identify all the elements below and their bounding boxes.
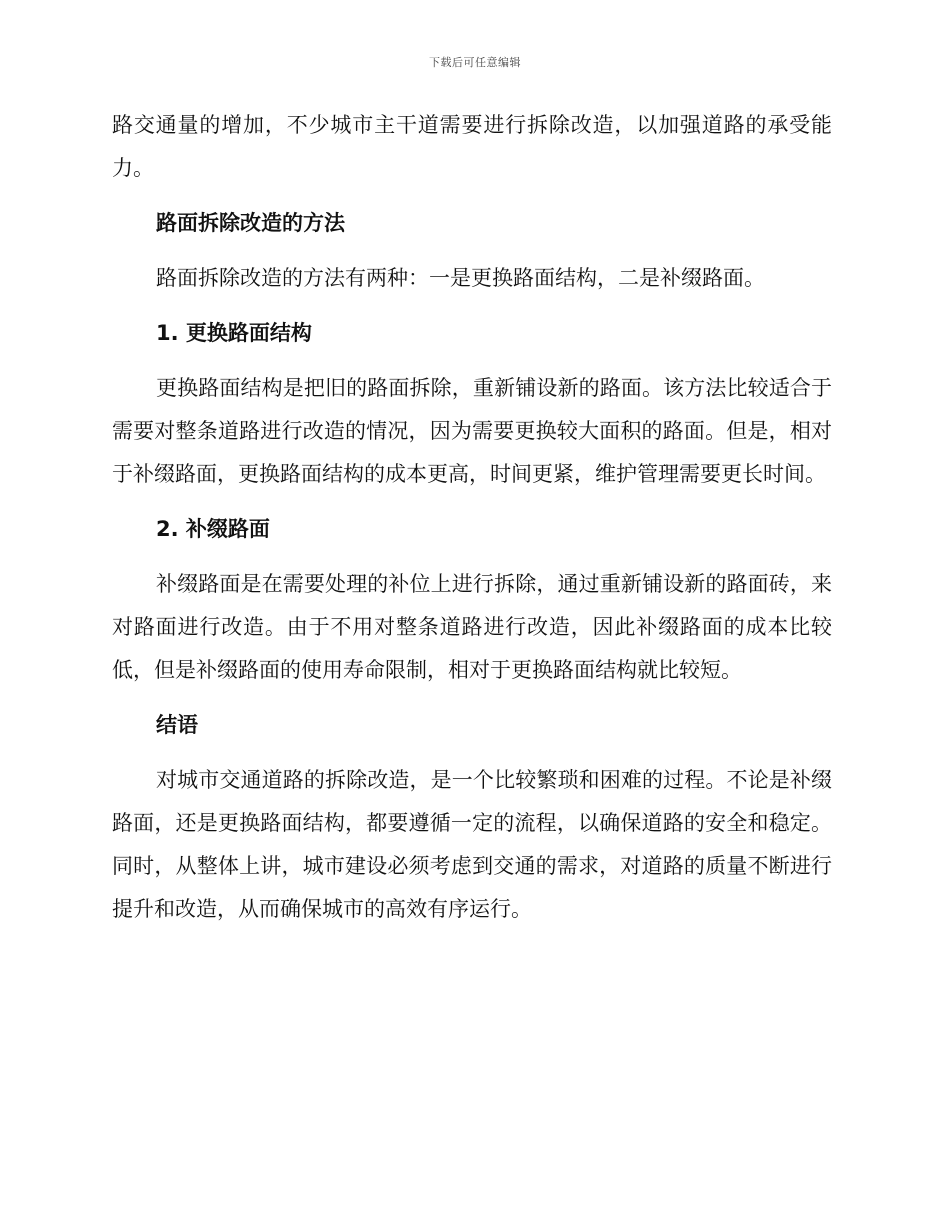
subheading-replace-structure: 1. 更换路面结构 [156,321,312,345]
patch-pavement-paragraph: 补缀路面是在需要处理的补位上进行拆除，通过重新铺设新的路面砖，来对路面进行改造。由于不用对整条道路进行改造，因此补缀路面的成本比较低，但是补缀路面的使用寿命限制，相对于更换路面结构就比较短。 [112,572,832,682]
document-body [112,104,832,943]
section-heading-conclusion: 结语 [156,713,198,737]
section-heading-methods: 路面拆除改造的方法 [156,211,345,235]
conclusion-paragraph: 对城市交通道路的拆除改造，是一个比较繁琐和困难的过程。不论是补缀路面，还是更换路面结构，都要遵循一定的流程，以确保道路的安全和稳定。同时，从整体上讲，城市建设必须考虑到交通的需求，对道路的质量不断进行提升和改造，从而确保城市的高效有序运行。 [112,768,832,921]
subheading-patch-pavement: 2. 补缀路面 [156,517,270,541]
page-header-note: 下载后可任意编辑 [429,56,521,69]
replace-structure-paragraph: 更换路面结构是把旧的路面拆除，重新铺设新的路面。该方法比较适合于需要对整条道路进行改造的情况，因为需要更换较大面积的路面。但是，相对于补缀路面，更换路面结构的成本更高，时间更紧，维护管理需要更长时间。 [112,376,832,486]
methods-intro-paragraph: 路面拆除改造的方法有两种：一是更换路面结构，二是补缀路面。 [156,266,765,290]
continuation-paragraph: 路交通量的增加，不少城市主干道需要进行拆除改造，以加强道路的承受能力。 [112,113,832,180]
